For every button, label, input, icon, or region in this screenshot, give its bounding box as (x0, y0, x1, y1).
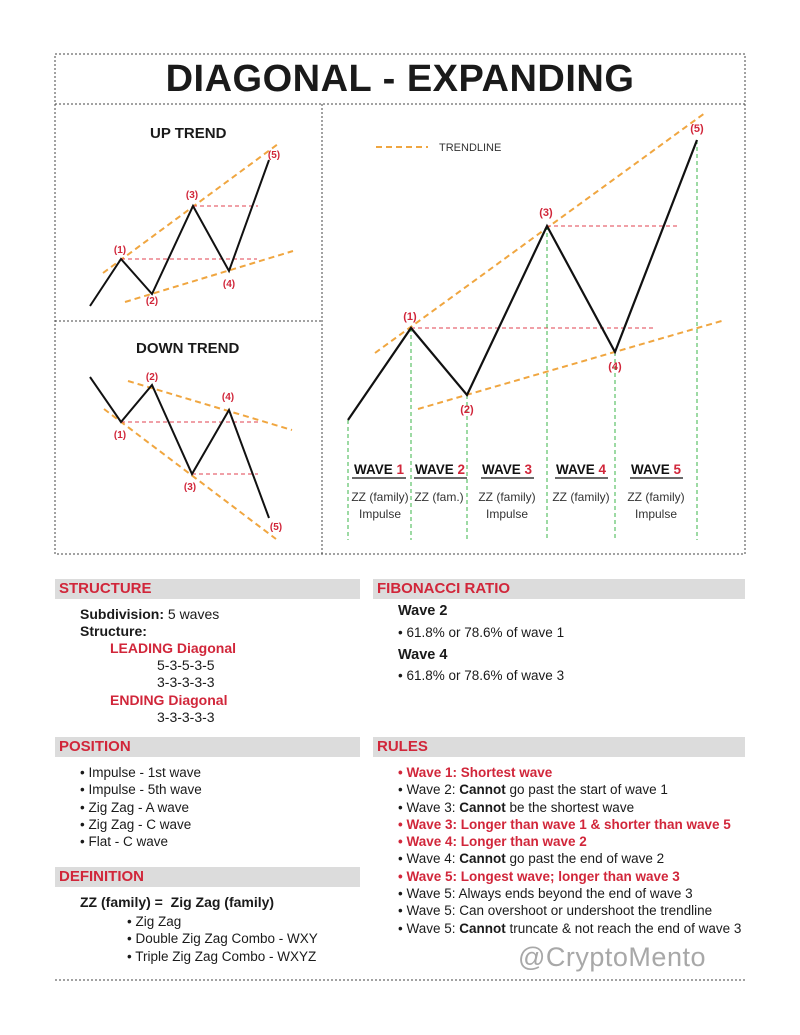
ending-diagonal-label: ENDING Diagonal (110, 692, 228, 708)
trendline-legend-label: TRENDLINE (439, 142, 502, 154)
list-item: • Impulse - 1st wave (80, 765, 202, 780)
list-item: • Impulse - 5th wave (80, 782, 202, 798)
rule-item: • Wave 5: Longest wave; longer than wave 3 (398, 868, 680, 884)
definition-list (127, 913, 318, 965)
rule-item: • Wave 5: Can overshoot or undershoot the trendline (398, 903, 713, 919)
list-item: • Double Zig Zag Combo - WXY (127, 931, 318, 947)
position-heading: POSITION (55, 737, 360, 757)
main-trendlines (375, 113, 725, 409)
rule-item: • Wave 4: Longer than wave 2 (398, 834, 587, 850)
ending-value-1: 3-3-3-3-3 (157, 709, 215, 725)
down-trend-title: DOWN TREND (136, 340, 240, 357)
rule-item: • Wave 3: Cannot be the shortest wave (398, 799, 635, 815)
wave-5-type: ZZ (family) (627, 490, 685, 504)
down-label-5: (5) (269, 522, 283, 533)
leading-value-1: 5-3-5-3-5 (157, 657, 215, 673)
fib-wave-2-text: • 61.8% or 78.6% of wave 1 (398, 625, 565, 640)
fib-wave-4-text: • 61.8% or 78.6% of wave 3 (398, 668, 565, 683)
definition-heading: DEFINITION (55, 867, 360, 887)
down-label-3: (3) (183, 482, 197, 493)
subdivision-value: 5 waves (167, 606, 220, 622)
wave-3-type2: Impulse (485, 507, 529, 521)
main-upper-trendline (375, 113, 705, 353)
rule-item: • Wave 2: Cannot go past the start of wave 1 (398, 782, 668, 798)
wave-3-type: ZZ (family) (478, 490, 536, 504)
wave-2-header: WAVE 2 (414, 462, 466, 477)
main-label-4: (4) (608, 361, 622, 373)
leading-value-2: 3-3-3-3-3 (157, 674, 215, 690)
up-trend-title: UP TREND (150, 125, 227, 142)
list-item: • Flat - C wave (80, 834, 168, 850)
wave-1-type: ZZ (family) (351, 490, 409, 504)
wave-2-type: ZZ (fam.) (414, 490, 464, 504)
watermark: @CryptoMento (518, 942, 706, 972)
list-item: • Zig Zag - A wave (80, 799, 190, 815)
main-lower-trendline (418, 320, 725, 409)
rule-item: • Wave 1: Shortest wave (398, 765, 553, 780)
wave-5-header: WAVE 5 (630, 462, 682, 477)
rules-heading: RULES (373, 737, 745, 757)
list-item: • Triple Zig Zag Combo - WXYZ (127, 948, 317, 964)
structure-subdivision (80, 606, 219, 623)
rule-item: • Wave 4: Cannot go past the end of wave 2 (398, 851, 665, 867)
structure-label: Structure: (80, 623, 147, 639)
equation-right: Zig Zag (family) (170, 894, 275, 910)
subdivision-label: Subdivision: (80, 606, 164, 622)
wave-3-header: WAVE 3 (481, 462, 533, 477)
up-label-3: (3) (185, 190, 199, 201)
down-label-2: (2) (145, 372, 159, 383)
structure-heading: STRUCTURE (55, 579, 360, 599)
fibonacci-heading: FIBONACCI RATIO (373, 579, 745, 599)
up-label-1: (1) (113, 245, 127, 256)
up-label-5: (5) (267, 150, 281, 161)
wave-4-header: WAVE 4 (555, 462, 607, 477)
wave-1-header: WAVE 1 (353, 462, 405, 477)
rule-item: • Wave 5: Cannot truncate & not reach the end of wave 3 (398, 920, 742, 936)
main-label-2: (2) (460, 404, 474, 416)
up-label-2: (2) (145, 296, 159, 307)
rule-item: • Wave 5: Always ends beyond the end of wave 3 (398, 886, 693, 902)
fib-wave-4-title: Wave 4 (398, 647, 448, 663)
main-horizontal-guides (411, 226, 680, 328)
main-label-5: (5) (690, 123, 704, 135)
main-label-1: (1) (403, 311, 417, 323)
down-label-1: (1) (113, 430, 127, 441)
up-label-4: (4) (222, 279, 236, 290)
equation-left: ZZ (family) = (80, 894, 163, 910)
leading-diagonal-label: LEADING Diagonal (110, 640, 237, 656)
page-title: DIAGONAL - EXPANDING (165, 58, 635, 100)
list-item: • Zig Zag - C wave (80, 816, 192, 832)
rules-list (398, 764, 741, 937)
list-item: • Zig Zag (127, 914, 182, 929)
definition-equation (80, 894, 274, 910)
down-label-4: (4) (221, 392, 235, 403)
position-list (80, 764, 202, 850)
main-vertical-guides (348, 140, 697, 540)
main-label-3: (3) (539, 207, 553, 219)
main-waves (348, 140, 697, 420)
wave-4-type: ZZ (family) (552, 490, 610, 504)
trendline-legend (376, 142, 501, 154)
fib-wave-2-title: Wave 2 (398, 603, 448, 619)
wave-5-type2: Impulse (634, 507, 678, 521)
rule-item: • Wave 3: Longer than wave 1 & shorter than wave 5 (398, 816, 731, 832)
wave-1-type2: Impulse (358, 507, 402, 521)
